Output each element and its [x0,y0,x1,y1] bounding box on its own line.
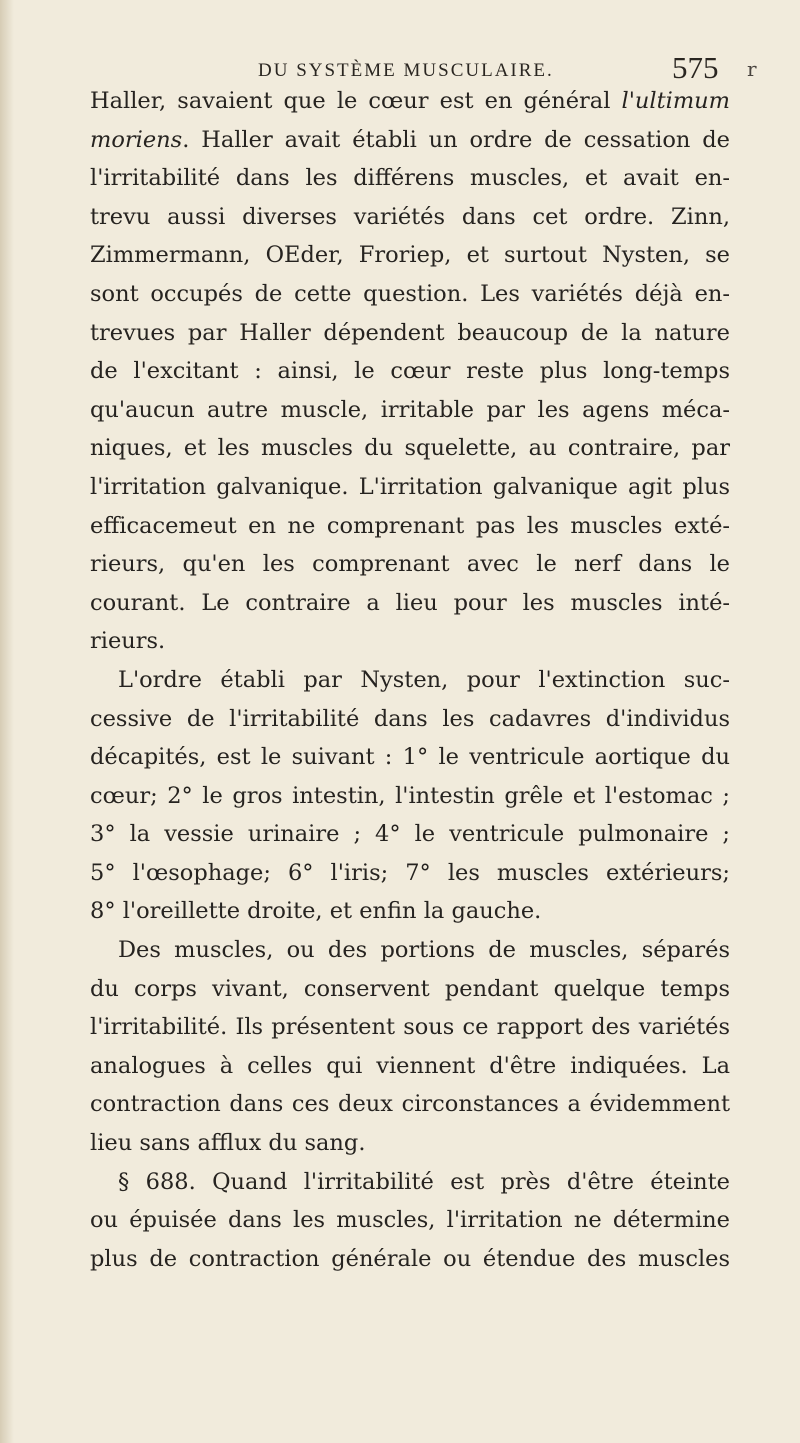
text-line: niques, et les muscles du squelette, au contraire, par [90,435,730,462]
text-line: trevu aussi diverses variétés dans cet ordre. Zinn, [90,203,730,230]
running-head: DU SYSTÈME MUSCULAIRE. [258,60,554,81]
paragraph-1 [90,82,730,661]
page-number: 575 [672,50,719,85]
text-line: Haller, savaient que le cœur est en général l'ultimum [90,88,730,114]
text-line: rieurs, qu'en les comprenant avec le nerf dans le [90,551,730,578]
italic-term: l'ultimum [621,88,730,114]
text-line: cessive de l'irritabilité dans les cadavres d'individus [90,705,730,732]
text-line: L'ordre établi par Nysten, pour l'extinction suc- [118,666,730,693]
paragraph-2 [90,661,730,931]
text-line: Zimmermann, OEder, Froriep, et surtout Nysten, se [90,242,730,269]
text-line: contraction dans ces deux circonstances a évidemment [90,1091,730,1118]
text-line: de l'excitant : ainsi, le cœur reste plus long-temps [90,358,730,385]
text-line: décapités, est le suivant : 1° le ventricule aortique du [90,744,730,771]
text-line: ou épuisée dans les muscles, l'irritation ne détermine [90,1207,730,1234]
text-line: l'irritation galvanique. L'irritation galvanique agit plus [90,473,730,500]
text-line: lieu sans afflux du sang. [90,1130,366,1157]
text-line: 5° l'œsophage; 6° l'iris; 7° les muscles extérieurs; [90,859,730,886]
text-line: plus de contraction générale ou étendue des muscles [90,1245,730,1272]
text-line: courant. Le contraire a lieu pour les muscles inté- [90,589,730,616]
text-line: l'irritabilité. Ils présentent sous ce rapport des variétés [90,1014,730,1041]
text-line: cœur; 2° le gros intestin, l'intestin grêle et l'estomac ; [90,782,730,809]
text-line: 3° la vessie urinaire ; 4° le ventricule pulmonaire ; [90,821,730,848]
text-line: 8° l'oreillette droite, et enfin la gauche. [90,898,542,925]
text-line: l'irritabilité dans les différens muscles, et avait en- [90,165,730,192]
body-text [90,82,730,1278]
text-line: sont occupés de cette question. Les variétés déjà en- [90,280,730,307]
text-line: du corps vivant, conservent pendant quelque temps [90,975,730,1002]
text-line: moriens. Haller avait établi un ordre de cessation de [90,126,730,153]
text-line: analogues à celles qui viennent d'être indiquées. La [90,1052,730,1079]
italic-term: moriens [90,126,183,153]
text-line: Des muscles, ou des portions de muscles, séparés [118,937,730,964]
paragraph-3 [90,931,730,1163]
text-line: qu'aucun autre muscle, irritable par les agens méca- [90,396,730,423]
text-line: efficacemeut en ne comprenant pas les muscles exté- [90,512,730,539]
paragraph-4 [90,1163,730,1279]
margin-mark: r [747,57,757,81]
text-line: trevues par Haller dépendent beaucoup de la nature [90,319,730,346]
text-line: rieurs. [90,628,166,655]
text-line: § 688. Quand l'irritabilité est près d'être éteinte [118,1168,730,1195]
